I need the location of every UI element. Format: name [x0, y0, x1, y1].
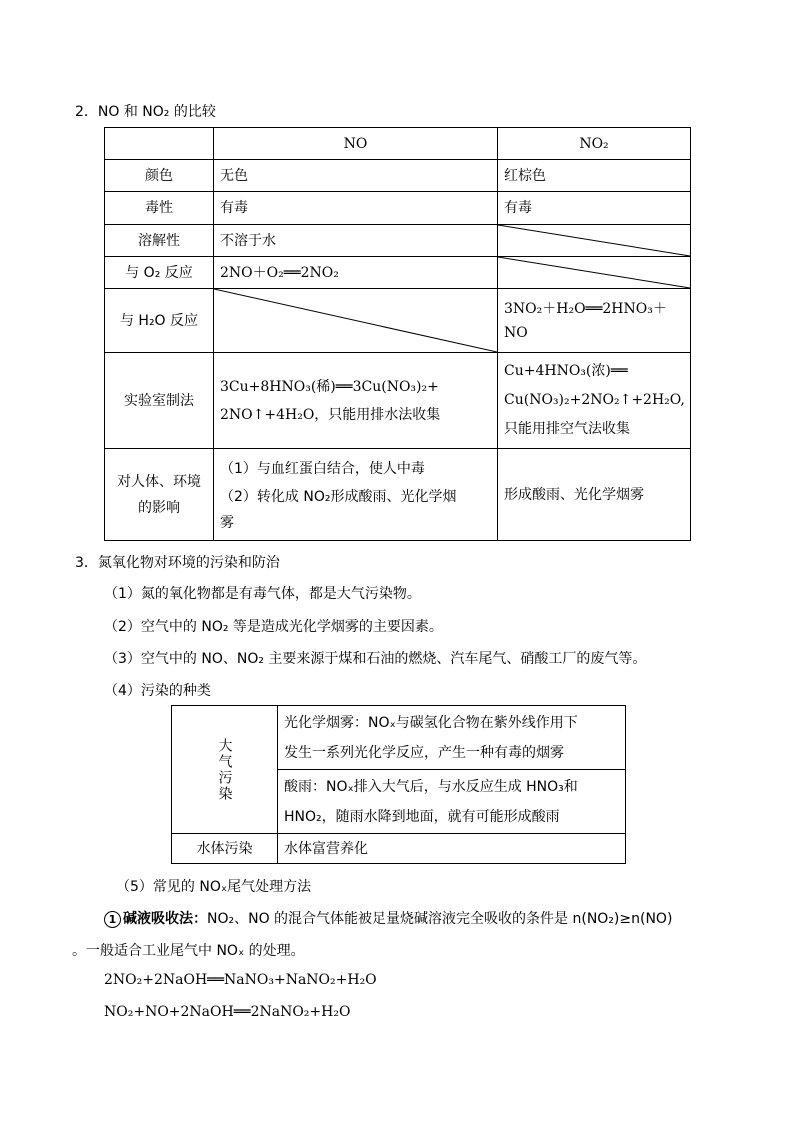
section3-title: 3．氮氧化物对环境的污染和防治: [75, 555, 280, 571]
row-label: [105, 449, 214, 541]
method-1-line: [104, 908, 672, 928]
section3-item-3: （3）空气中的 NO、NO₂ 主要来源于煤和石油的燃烧、汽车尾气、硝酸工厂的废气等。: [104, 651, 647, 667]
row-label: 实验室制法: [105, 353, 214, 449]
cell-line: 雾: [220, 514, 234, 531]
pollution-types-table: [171, 705, 626, 864]
acid-rain-cell: [278, 770, 626, 834]
section2-title: 2．NO 和 NO₂ 的比较: [75, 104, 216, 120]
cell-line: 光化学烟雾：NOₓ与碳氢化合物在紫外线作用下: [284, 714, 578, 731]
diagonal-empty-cell: [498, 225, 691, 257]
table-header-row: [105, 128, 691, 160]
cell-line: 的影响: [138, 499, 180, 516]
category-cell: [172, 706, 278, 834]
method-1-continuation: 。一般适合工业尾气中 NOₓ 的处理。: [72, 943, 305, 959]
table-row: [105, 225, 691, 257]
table-row: [105, 160, 691, 192]
table-row: [172, 834, 626, 864]
row-label: 毒性: [105, 192, 214, 225]
photochemical-smog-cell: [278, 706, 626, 770]
table-row: [105, 192, 691, 225]
diagonal-empty-cell: [498, 257, 691, 289]
diagonal-empty-cell: [214, 289, 498, 353]
row-label: 与 H₂O 反应: [105, 289, 214, 353]
cell-line: Cu(NO₃)₂+2NO₂↑+2H₂O,: [504, 392, 685, 408]
cell-line: 对人体、环境: [117, 473, 201, 490]
cell-line: （2）转化成 NO₂形成酸雨、光化学烟: [220, 488, 457, 505]
section3-item-2: （2）空气中的 NO₂ 等是造成光化学烟雾的主要因素。: [104, 619, 443, 635]
cell-no: 无色: [214, 160, 498, 192]
cell-no2: 形成酸雨、光化学烟雾: [498, 449, 691, 541]
cell-line: 3Cu+8HNO₃(稀)══3Cu(NO₃)₂+: [220, 378, 439, 395]
cell-no: [214, 449, 498, 541]
header-no2: NO₂: [498, 128, 691, 160]
equation-2: NO₂+NO+2NaOH══2NaNO₂+H₂O: [104, 1004, 351, 1020]
cell-no2: 红棕色: [498, 160, 691, 192]
cell-line: HNO₂，随雨水降到地面，就有可能形成酸雨: [284, 808, 560, 825]
table-row: [105, 353, 691, 449]
cell-line: 2NO↑+4H₂O，只能用排水法收集: [220, 406, 441, 423]
cell-line: NO: [504, 324, 528, 341]
cell-no: 2NO＋O₂══2NO₂: [214, 257, 498, 289]
category-label: 大气污染: [216, 737, 233, 802]
cell-no: 有毒: [214, 192, 498, 225]
table-row: [105, 449, 691, 541]
row-label: 颜色: [105, 160, 214, 192]
method-label: 碱液吸收法：: [123, 911, 207, 927]
table-row: [105, 289, 691, 353]
cell-line: 发生一系列光化学反应，产生一种有毒的烟雾: [284, 744, 564, 761]
section3-item-4: （4）污染的种类: [104, 683, 211, 699]
table-row: [172, 706, 626, 770]
section5-title: （5）常见的 NOₓ尾气处理方法: [116, 879, 312, 895]
row-label: 溶解性: [105, 225, 214, 257]
cell-line: （1）与血红蛋白结合，使人中毒: [220, 460, 425, 477]
section3-item-1: （1）氮的氧化物都是有毒气体，都是大气污染物。: [104, 586, 421, 602]
water-pollution-value: 水体富营养化: [278, 834, 626, 864]
cell-line: 只能用排空气法收集: [504, 421, 630, 437]
row-label: 与 O₂ 反应: [105, 257, 214, 289]
header-no: NO: [214, 128, 498, 160]
circled-number: 1: [104, 911, 121, 928]
cell-line: 3NO₂＋H₂O══2HNO₃＋: [504, 300, 667, 317]
cell-line: Cu+4HNO₃(浓)══: [504, 363, 628, 379]
equation-1: 2NO₂+2NaOH══NaNO₃+NaNO₂+H₂O: [104, 972, 377, 988]
table-row: [105, 257, 691, 289]
cell-no: [214, 353, 498, 449]
cell-line: 酸雨：NOₓ排入大气后，与水反应生成 HNO₃和: [284, 778, 578, 795]
water-pollution-label: 水体污染: [172, 834, 278, 864]
header-empty: [105, 128, 214, 160]
cell-no2: [498, 289, 691, 353]
method-text: NO₂、NO 的混合气体能被足量烧碱溶液完全吸收的条件是 n(NO₂)≥n(NO): [207, 911, 673, 927]
cell-no2: [498, 353, 691, 449]
cell-no2: 有毒: [498, 192, 691, 225]
no-no2-comparison-table: [104, 127, 691, 541]
cell-no: 不溶于水: [214, 225, 498, 257]
